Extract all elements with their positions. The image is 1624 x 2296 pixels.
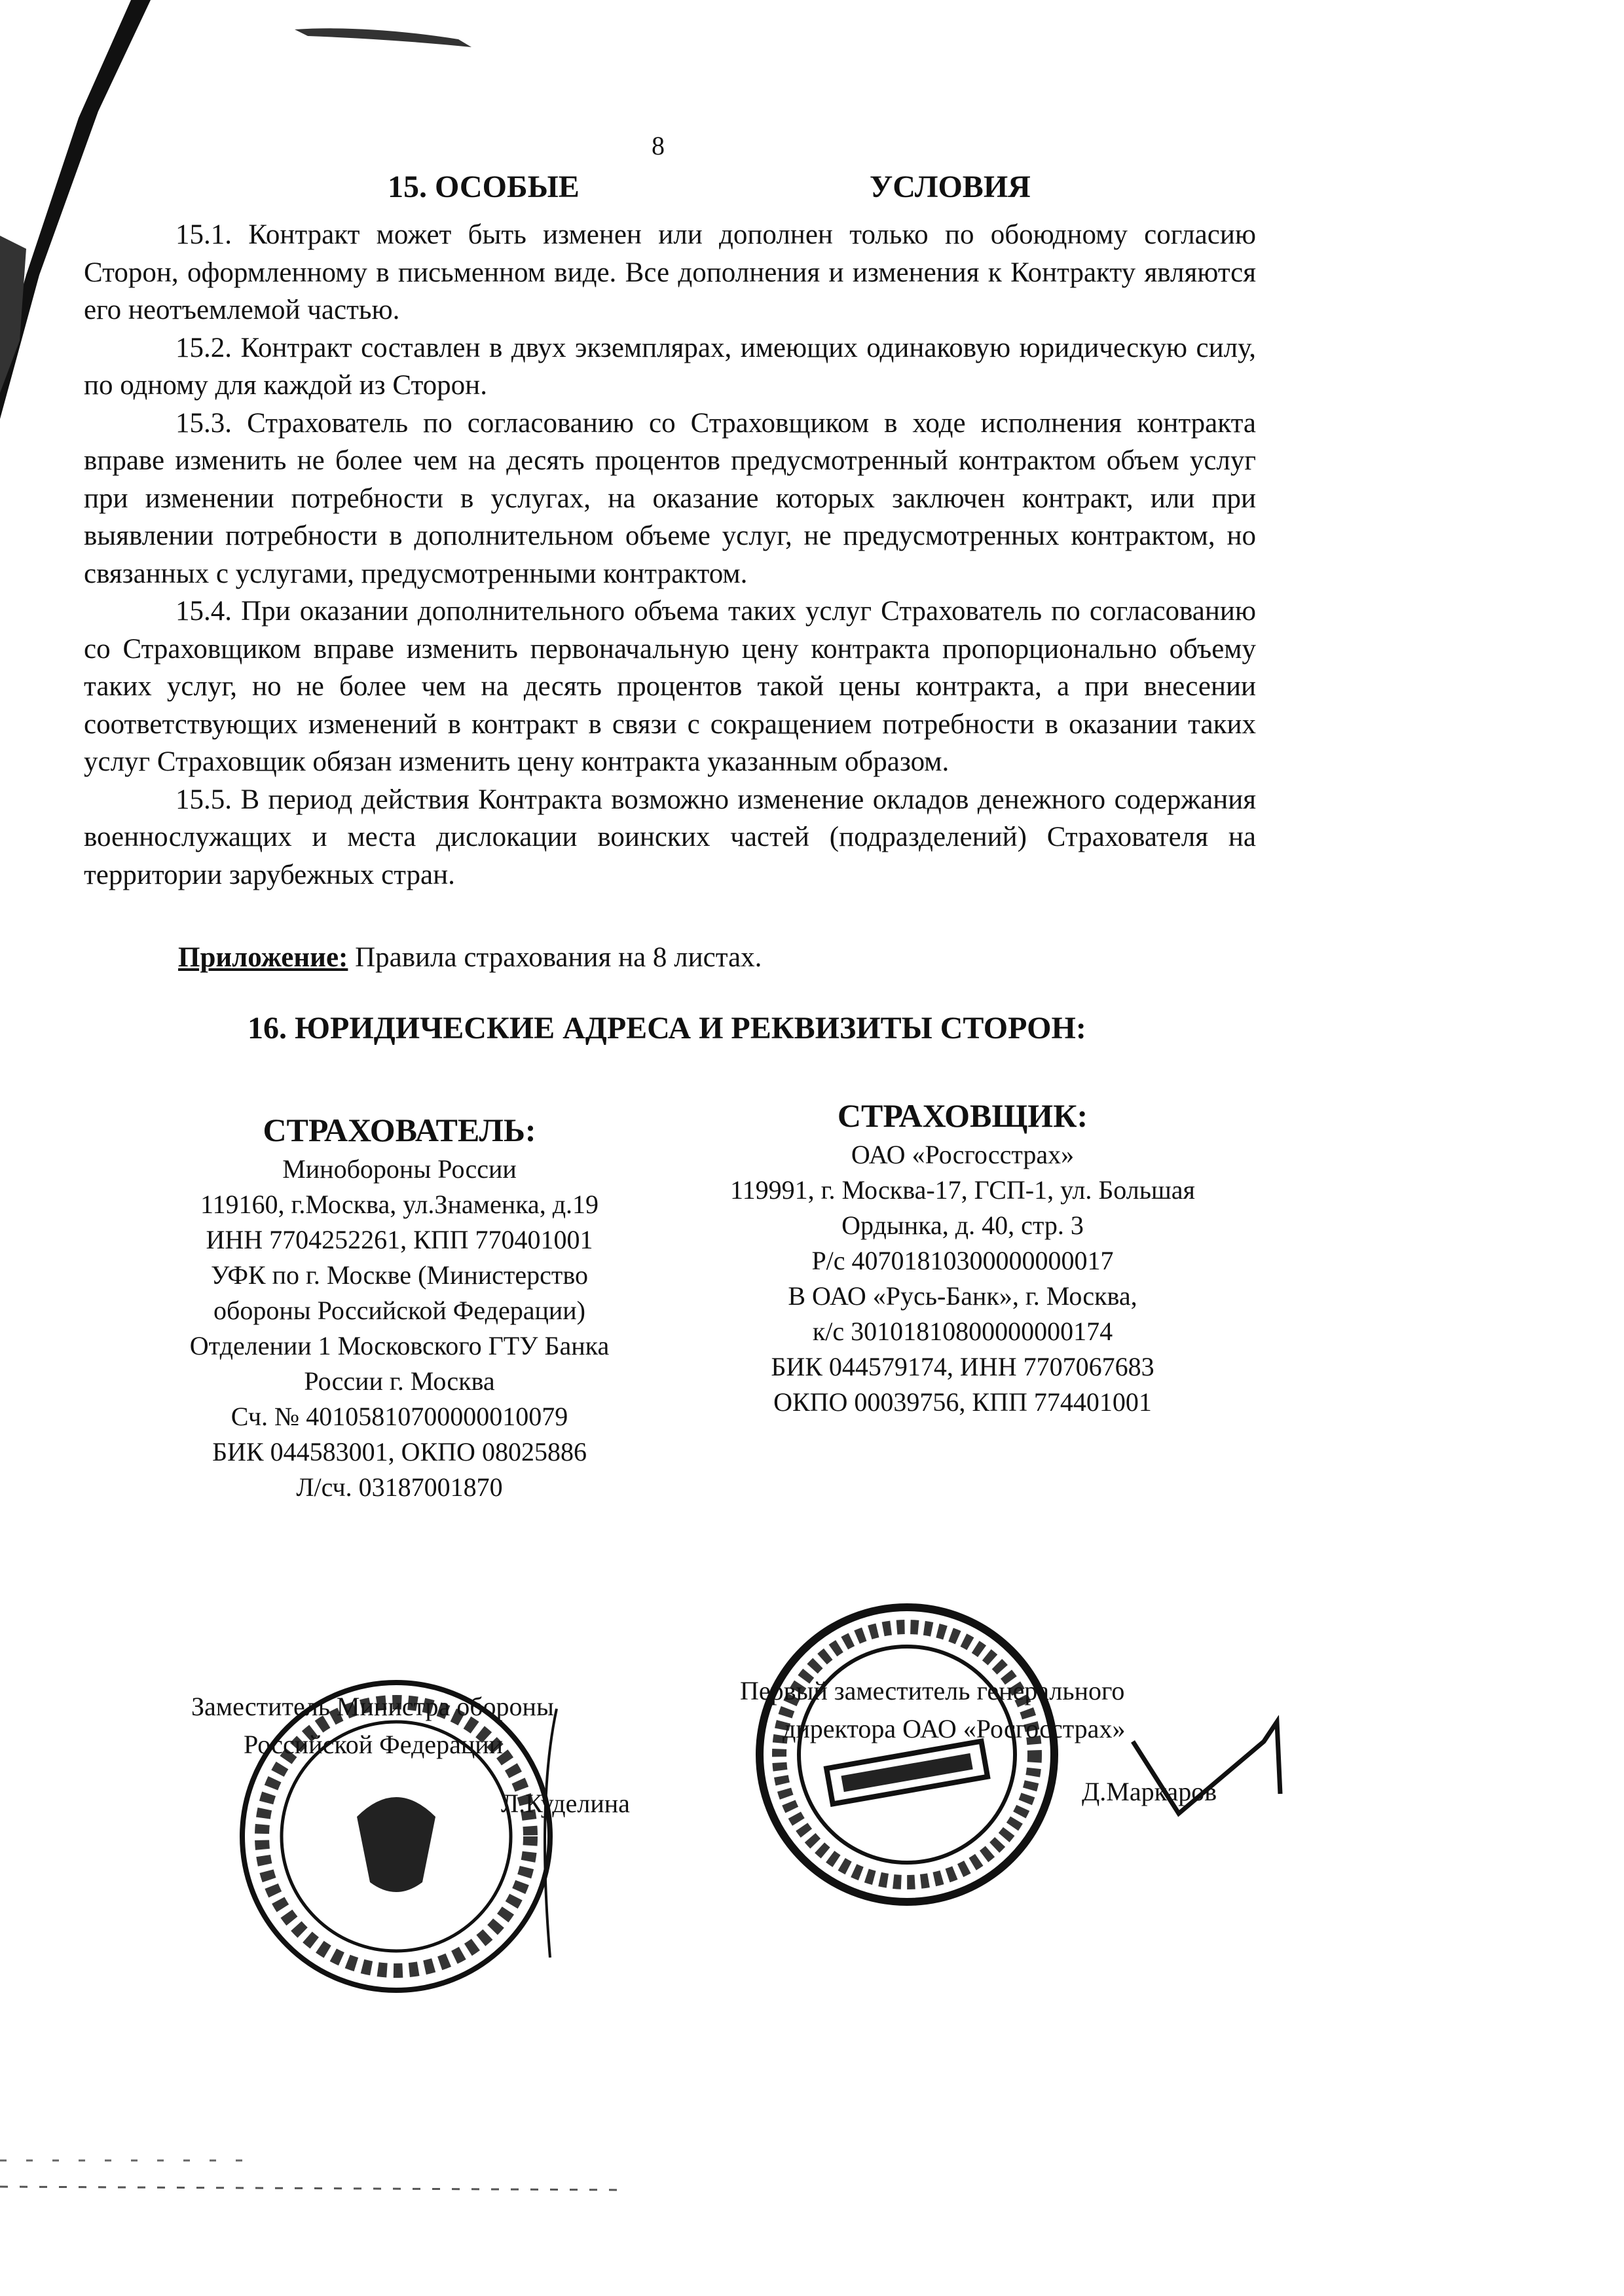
insured-title: СТРАХОВАТЕЛЬ:: [263, 1112, 536, 1148]
annex-label: Приложение:: [178, 942, 348, 973]
insurer-line: ОАО «Росгосстрах»: [851, 1140, 1075, 1169]
clause-15-4: 15.4. При оказании дополнительного объема таких услуг Страхователь по согласованию со Страховщиком вправе изменить первоначальную цену контракта пропорционально объему таких услуг, но не более чем на десять процентов такой цены контракта, а при внесении соответствующих изменений в контракт в связи с сокращением потребности в оказании таких услуг Страховщик обязан изменить цену контракта указанным образом.: [84, 596, 1256, 777]
insurer-line: БИК 044579174, ИНН 7707067683: [771, 1352, 1154, 1381]
section-15-title-left: 15. ОСОБЫЕ: [388, 170, 580, 204]
insurer-signer-title-2: директора ОАО «Росгосстрах»: [783, 1714, 1126, 1743]
insurer-line: к/с 30101810800000000174: [812, 1317, 1113, 1346]
insurer-line: Ордынка, д. 40, стр. 3: [841, 1211, 1084, 1240]
insurer-stamp: [750, 1597, 1064, 1912]
insured-signer-title-2: Российской Федерации: [244, 1730, 504, 1759]
insured-line: БИК 044583001, ОКПО 08025886: [212, 1437, 587, 1467]
insured-signer-name: Л.Куделина: [501, 1789, 630, 1818]
insurer-line: 119991, г. Москва-17, ГСП-1, ул. Большая: [730, 1175, 1195, 1205]
insurer-title: СТРАХОВЩИК:: [837, 1097, 1088, 1134]
insured-line: Минобороны России: [282, 1154, 517, 1184]
insurer-line: ОКПО 00039756, КПП 774401001: [773, 1387, 1152, 1417]
annex-text: Правила страхования на 8 листах.: [348, 942, 762, 973]
insured-line: Сч. № 40105810700000010079: [231, 1402, 568, 1431]
document-flow: [84, 216, 1256, 1505]
insured-line: Л/сч. 03187001870: [296, 1472, 503, 1502]
insurer-signer-title-1: Первый заместитель генерального: [740, 1676, 1125, 1705]
section-15-title-right: УСЛОВИЯ: [870, 170, 1031, 204]
page-number: 8: [652, 131, 665, 160]
section-15-body: [84, 216, 1256, 894]
insurer-signer-name: Д.Маркаров: [1082, 1777, 1217, 1806]
clause-15-3: 15.3. Страхователь по согласованию со Страховщиком в ходе исполнения контракта вправе изменить не более чем на десять процентов предусмотренный контрактом объем услуг при изменении потребности в услугах, на оказание которых заключен контракт, или при выявлении потребности в дополнительном объеме услуг, не предусмотренных контрактом, но связанных с услугами, предусмотренными контрактом.: [84, 407, 1256, 589]
section-16-title: 16. ЮРИДИЧЕСКИЕ АДРЕСА И РЕКВИЗИТЫ СТОРОН:: [248, 1011, 1086, 1046]
insured-line: 119160, г.Москва, ул.Знаменка, д.19: [200, 1190, 599, 1219]
insured-line: ИНН 7704252261, КПП 770401001: [206, 1225, 593, 1254]
parties-columns: [84, 1094, 1256, 1505]
insurer-details: [674, 1094, 1251, 1420]
insurer-line: В ОАО «Русь-Банк», г. Москва,: [788, 1281, 1137, 1311]
insured-line: Отделении 1 Московского ГТУ Банка: [189, 1331, 610, 1360]
insurer-signature: [1113, 1715, 1310, 1859]
insured-signature: [511, 1702, 642, 1964]
clause-15-1: 15.1. Контракт может быть изменен или дополнен только по обоюдному согласию Сторон, оформленному в письменном виде. Все дополнения и изменения к Контракту являются его неотъемлемой частью.: [84, 219, 1256, 325]
insured-line: УФК по г. Москве (Министерство: [210, 1260, 589, 1290]
clause-15-2: 15.2. Контракт составлен в двух экземплярах, имеющих одинаковую юридическую силу, по одному для каждой из Сторон.: [84, 332, 1256, 401]
insured-details: [141, 1108, 658, 1505]
insurer-line: Р/с 40701810300000000017: [811, 1246, 1114, 1275]
insured-line: обороны Российской Федерации): [213, 1296, 585, 1325]
insured-signer-title-1: Заместитель Министра обороны: [191, 1692, 554, 1721]
clause-15-5: 15.5. В период действия Контракта возможно изменение окладов денежного содержания военнослужащих и места дислокации воинских частей (подразделений) Страхователя на территории зарубежных стран.: [84, 784, 1256, 890]
annex-line: [178, 939, 1256, 976]
insured-line: России г. Москва: [304, 1366, 495, 1396]
